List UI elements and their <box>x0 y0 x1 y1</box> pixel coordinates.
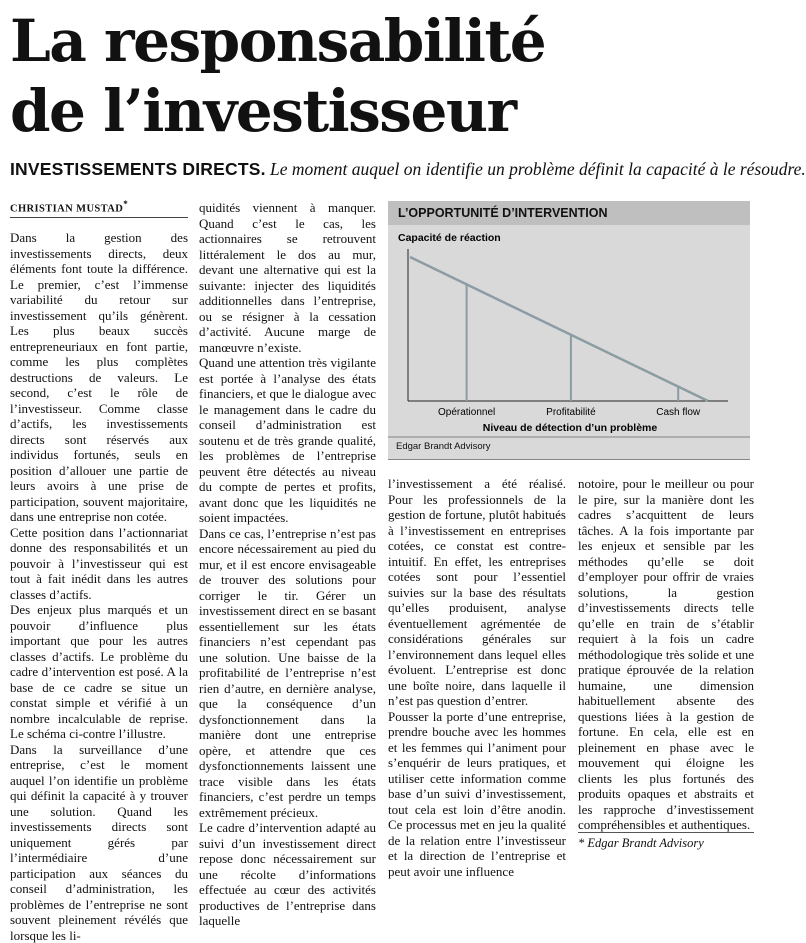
article-column-4 <box>578 476 754 816</box>
paragraph: Dans la gestion des investissements directs, deux éléments font toute la différence. Le premier, c’est l’immense variabilité du retour sur investissement qu’ils génèrent. Les plus beaux succès entrepreneuriaux en font partie, comme les plus complètes destructions de valeurs. Le second, c’est le rôle de l’investisseur. Comme classe d’actifs, les investissements directs sont réservés aux individus fortunés, seuls en position d’allouer une partie de leurs avoirs à une prise de participation, souvent majoritaire, dans une entreprise non cotée. <box>10 230 188 525</box>
x-tick-label-1: Opérationnel <box>438 407 495 418</box>
article-column-3 <box>388 476 566 880</box>
author-marker: * <box>123 199 128 209</box>
standfirst <box>10 158 755 180</box>
standfirst-kicker: INVESTISSEMENTS DIRECTS. <box>10 159 266 179</box>
article-column-1 <box>10 230 188 880</box>
chart-title: L’OPPORTUNITÉ D’INTERVENTION <box>388 201 750 225</box>
y-axis-label: Capacité de réaction <box>398 232 501 244</box>
paragraph: Le cadre d’intervention adapté au suivi d’un investissement direct repose donc nécessairement sur une récolte d’informations effectuée au cœur des activités productives de l’entreprise dans laquelle <box>199 820 376 929</box>
paragraph: notoire, pour le meilleur ou pour le pire, sur la manière dont les cadres s’acquittent de leurs tâches. A la fois importante par les enjeux et sensible par les méthodes qu’elle se doit d’employer pour offrir de vraies solutions, la gestion d’investissements directs telle qu’elle en train de s’établir requiert à la fois un cadre méthodologique très solide et une pratique éprouvée de la relation humaine, une dimension habituellement absente des questions liées à la gestion de fortune. En cela, elle est en pleinement en phase avec le mouvement qui éloigne les clients les plus fortunés des produits opaques et abstraits et les rapproche d’investissement compréhensibles et authentiques. <box>578 476 754 833</box>
paragraph: quidités viennent à manquer. Quand c’est le cas, les actionnaires se retrouvent littéralement le dos au mur, devant une alternative qui est la suivante: injecter des liquidités additionnelles dans l’entreprise, ou se résigner à la cessation d’activité. Aucune marge de manœuvre n’existe. <box>199 200 376 355</box>
headline <box>10 6 750 146</box>
paragraph: Cette position dans l’actionnariat donne des responsabilités et un pouvoir à l’investisseur qui est tout à fait inédit dans les autres classes d’actifs. <box>10 525 188 603</box>
series-line <box>410 257 708 401</box>
chart-panel <box>388 201 750 460</box>
author-name: CHRISTIAN MUSTAD <box>10 204 123 215</box>
footnote: * Edgar Brandt Advisory <box>578 832 754 851</box>
x-tick-label-2: Profitabilité <box>546 407 596 418</box>
paragraph: Quand une attention très vigilante est portée à l’analyse des états financiers, et que le dialogue avec le management dans le cadre du conseil d’administration est soutenu et de très grande qualité, les problèmes de l’entreprise peuvent être détectés au niveau du compte de pertes et profits, avant donc que les liquidités ne soient impactées. <box>199 355 376 526</box>
chart-source: Edgar Brandt Advisory <box>396 441 491 452</box>
headline-line-2: de l’investisseur <box>10 77 516 145</box>
paragraph: Dans ce cas, l’entreprise n’est pas encore nécessairement au pied du mur, et il est encore envisageable de trouver des solutions pour corriger le tir. Gérer un investissement direct en se basant essentiellement sur les états financiers n’est cependant pas une solution. Une baisse de la profitabilité de l’entreprise n’est rien d’autre, en dernière analyse, que la conséquence d’un dysfonctionnement dans la manière dont une entreprise opère, et attendre que ces dysfonctionnements laissent une trace visible dans les états financiers, c’est perdre un temps extrêmement précieux. <box>199 526 376 821</box>
headline-line-1: La responsabilité <box>10 7 545 75</box>
article-column-2 <box>199 200 376 880</box>
author-byline <box>10 199 188 218</box>
chart-plot <box>388 225 750 437</box>
x-axis-label: Niveau de détection d’un problème <box>483 422 658 434</box>
paragraph: Des enjeux plus marqués et un pouvoir d’influence plus important que pour les autres classes d’actifs. Le problème du cadre d’intervention est posé. A la base de ce cadre se situe un constat simple et vérifié à un nombre incalculable de reprise. Le schéma ci-contre l’illustre. <box>10 602 188 742</box>
paragraph: Dans la surveillance d’une entreprise, c’est le moment auquel l’on identifie un problème qui définit la capacité à y trouver une solution. Quand les investissements directs sont uniquement gérés par l’intermédiaire d’une participation aux séances du conseil d’administration, les problèmes de l’entreprise ne sont souvent pleinement révélés que lorsque les li- <box>10 742 188 943</box>
x-tick-label-3: Cash flow <box>656 407 701 418</box>
paragraph: l’investissement a été réalisé. Pour les professionnels de la gestion de fortune, plutôt habitués à l’investissement en entreprises cotées, ce constat est contre-intuitif. En effet, les entreprises cotées sont pour l’essentiel suivies sur la base des résultats qu’elles produisent, analyse éventuellement agrémentée de considérations générales sur l’environnement dans lequel elles évoluent. L’entreprise est donc une boîte noire, dans laquelle il n’est pas question d’entrer. <box>388 476 566 709</box>
standfirst-deck: Le moment auquel on identifie un problème définit la capacité à le résoudre. <box>270 159 806 179</box>
paragraph: Pousser la porte d’une entreprise, prendre bouche avec les hommes et les femmes qui l’animent pour s’enquérir de leurs pratiques, et utiliser cette information comme base d’un suivi d’investissement, tout cela est loin d’être anodin. Ce processus met en jeu la qualité de la relation entre l’investisseur et la direction de l’entreprise et peut avoir une influence <box>388 709 566 880</box>
